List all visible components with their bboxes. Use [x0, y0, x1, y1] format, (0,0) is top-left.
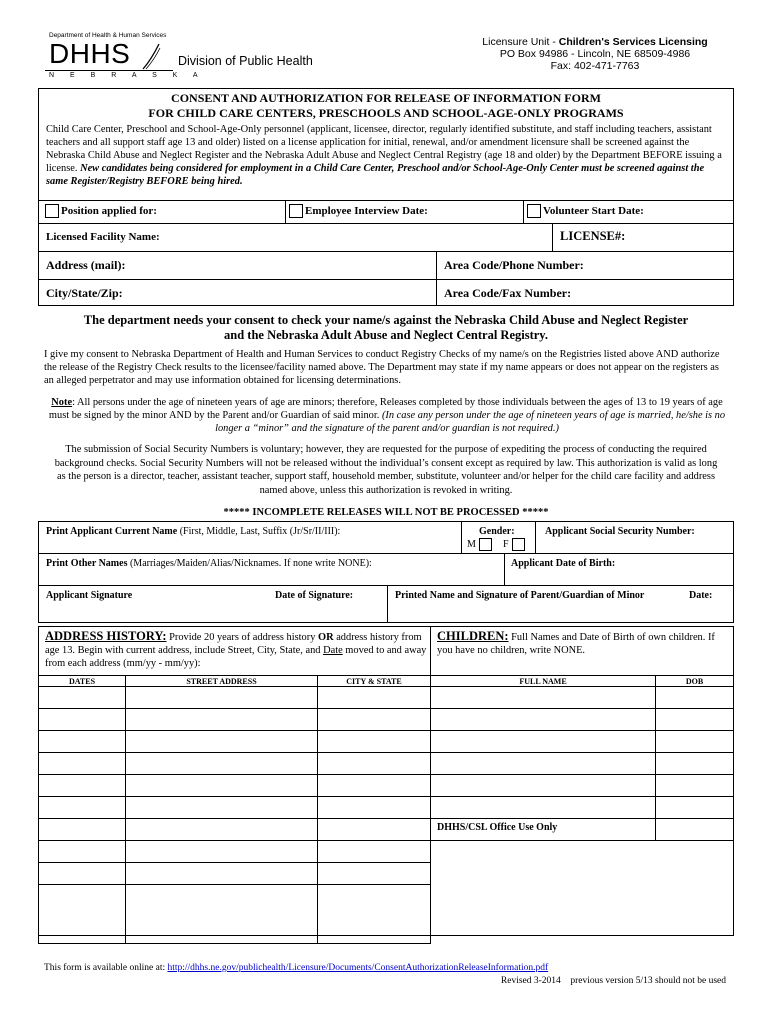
child-name-cell[interactable]	[431, 687, 656, 709]
city-cell[interactable]	[318, 687, 431, 709]
divider	[285, 201, 286, 223]
phone-label[interactable]: Area Code/Phone Number:	[444, 258, 584, 272]
date-cell[interactable]	[39, 775, 126, 797]
history-intro	[45, 630, 430, 670]
address-header-row	[39, 676, 431, 687]
row-position	[39, 201, 733, 224]
form-title-line1: CONSENT AND AUTHORIZATION FOR RELEASE OF INFORMATION FORM	[171, 91, 601, 105]
gender-f-checkbox[interactable]	[512, 538, 525, 551]
table-row	[431, 775, 734, 797]
children-title: CHILDREN:	[437, 629, 509, 643]
footer-online	[44, 963, 548, 973]
city-cell[interactable]	[318, 709, 431, 731]
date-cell[interactable]	[39, 709, 126, 731]
unit-prefix: Licensure Unit -	[482, 36, 559, 48]
volunteer-checkbox[interactable]	[527, 204, 541, 218]
unit-fax: Fax: 402-471-7763	[550, 60, 640, 72]
other-names-field[interactable]	[46, 558, 372, 569]
row-city	[39, 279, 733, 305]
child-name-cell[interactable]	[431, 775, 656, 797]
table-row	[39, 731, 431, 753]
street-cell[interactable]	[126, 819, 318, 841]
consent-paragraph: I give my consent to Nebraska Department of Health and Human Services to conduct Registry Checks of my name/s on the Registries listed above AND authorize the release of the Registry Check results to the licensee/facility named above. The Department may state if my name appears or does not appear on the registers as an alleged perpetrator and may use information obtained for licensing determinations.	[44, 349, 720, 386]
child-name-cell[interactable]	[431, 797, 656, 819]
child-dob-cell[interactable]	[656, 753, 734, 775]
table-row	[431, 709, 734, 731]
unit-name: Children's Services Licensing	[558, 36, 708, 48]
city-cell[interactable]	[318, 797, 431, 819]
facility-label[interactable]: Licensed Facility Name:	[46, 231, 160, 243]
divider	[461, 522, 462, 553]
divider	[552, 223, 553, 251]
history-text-b: address history from age 13. Begin with current address, include Street, City, State, and	[45, 632, 422, 656]
other-names-hint: (Marriages/Maiden/Alias/Nicknames. If none write NONE):	[127, 558, 372, 569]
table-row	[39, 753, 431, 775]
city-label[interactable]: City/State/Zip:	[46, 286, 123, 300]
employment-fields	[38, 200, 734, 306]
intro-box	[38, 88, 734, 201]
city-cell[interactable]	[318, 731, 431, 753]
col-street: STREET ADDRESS	[126, 676, 318, 687]
parent-date-label[interactable]: Date:	[689, 590, 713, 601]
logo-dept-text: Department of Health & Human Services	[49, 32, 167, 39]
history-title: ADDRESS HISTORY:	[45, 629, 167, 643]
history-text-date: Date	[323, 645, 343, 656]
child-name-cell[interactable]	[431, 731, 656, 753]
row-facility	[39, 223, 733, 252]
street-cell[interactable]	[126, 841, 318, 863]
row-address	[39, 251, 733, 280]
street-cell[interactable]	[126, 863, 318, 885]
table-row	[431, 797, 734, 819]
children-text: Full Names and Date of Birth of own children. If you have no children, write NONE.	[437, 632, 715, 656]
intro-emphasis: New candidates being considered for employment in a Child Care Center, Preschool and/or School-Age-Only Center must be screened against the same Register/Registry BEFORE being hired.	[46, 163, 705, 187]
applicant-box	[38, 521, 734, 623]
street-cell[interactable]	[126, 731, 318, 753]
table-row	[39, 819, 431, 841]
print-name-label: Print Applicant Current Name	[46, 526, 178, 537]
city-cell[interactable]	[318, 841, 431, 863]
child-name-cell[interactable]	[431, 709, 656, 731]
footer-revised: Revised 3-2014	[500, 976, 561, 986]
children-intro	[437, 630, 727, 657]
child-dob-cell[interactable]	[656, 797, 734, 819]
child-dob-cell[interactable]	[656, 687, 734, 709]
consent-heading	[38, 313, 734, 343]
col-dates: DATES	[39, 676, 126, 687]
table-row	[39, 885, 431, 944]
col-full-name: FULL NAME	[431, 676, 656, 687]
city-cell[interactable]	[318, 819, 431, 841]
date-cell[interactable]	[39, 885, 126, 944]
divider	[436, 279, 437, 305]
gender-m-checkbox[interactable]	[479, 538, 492, 551]
license-label[interactable]: LICENSE#:	[560, 229, 626, 243]
volunteer-label: Volunteer Start Date:	[543, 205, 644, 217]
unit-info	[470, 36, 720, 72]
col-dob: DOB	[656, 676, 734, 687]
intro-text: Child Care Center, Preschool and School-Age-Only personnel (applicant, licensee, director, regularly identified substitute, and staff including teachers, assistant teachers and all support staff age 13 and older) listed on a license application for initial, renewal, and/or amendment licensure shall be screened against the Nebraska Child Abuse and Neglect Register and the Nebraska Adult Abuse and Neglect Central Registry (age 18 and older) by the Department BEFORE issuing a license.	[46, 124, 722, 174]
divider	[436, 251, 437, 279]
fax-label[interactable]: Area Code/Fax Number:	[444, 286, 572, 300]
logo-state-text: N E B R A S K A	[49, 72, 205, 79]
table-row	[39, 775, 431, 797]
street-cell[interactable]	[126, 687, 318, 709]
logo-main-text: DHHS	[49, 38, 131, 69]
table-row	[431, 731, 734, 753]
date-cell[interactable]	[39, 863, 126, 885]
divider	[535, 522, 536, 553]
row-other-names	[39, 553, 733, 586]
note-text: : All persons under the age of nineteen years of age are minors; therefore, Releases completed by those individuals between the ages of 13 to 19 years of age must be signed by the minor AND by the Parent and/or Guardian of said minor.	[48, 397, 723, 421]
date-cell[interactable]	[39, 687, 126, 709]
position-checkbox[interactable]	[45, 204, 59, 218]
history-text-c: moved to and away from each address (mm/yy - mm/yy):	[45, 645, 427, 669]
interview-checkbox[interactable]	[289, 204, 303, 218]
city-cell[interactable]	[318, 775, 431, 797]
unit-address: PO Box 94986 - Lincoln, NE 68509-4986	[499, 48, 691, 60]
logo-divider	[45, 70, 173, 71]
print-name-field[interactable]	[46, 526, 340, 537]
table-row	[431, 687, 734, 709]
children-header-row	[431, 676, 734, 687]
address-label[interactable]: Address (mail):	[46, 258, 126, 272]
divider	[430, 627, 431, 677]
table-row	[39, 863, 431, 885]
date-cell[interactable]	[39, 841, 126, 863]
col-city: CITY & STATE	[318, 676, 431, 687]
other-names-label: Print Other Names	[46, 558, 128, 569]
print-name-hint: (First, Middle, Last, Suffix (Jr/Sr/II/III):	[177, 526, 341, 537]
date-cell[interactable]	[39, 731, 126, 753]
child-name-cell[interactable]	[431, 753, 656, 775]
office-use-label: DHHS/CSL Office Use Only	[437, 822, 558, 833]
signature-label[interactable]: Applicant Signature	[46, 590, 133, 601]
logo-swoosh-icon	[141, 42, 161, 70]
city-cell[interactable]	[318, 863, 431, 885]
city-cell[interactable]	[318, 753, 431, 775]
position-label: Position applied for:	[61, 205, 157, 217]
table-row	[39, 687, 431, 709]
date-cell[interactable]	[39, 819, 126, 841]
division-name: Division of Public Health	[178, 54, 313, 68]
child-dob-cell[interactable]	[656, 819, 734, 841]
gender-label: Gender:	[479, 526, 515, 537]
street-cell[interactable]	[126, 775, 318, 797]
history-text-or: OR	[318, 632, 334, 643]
history-box	[38, 626, 734, 936]
table-row	[39, 841, 431, 863]
table-row	[431, 753, 734, 775]
intro-paragraph	[39, 121, 733, 188]
child-dob-cell[interactable]	[656, 775, 734, 797]
gender-f-label: F	[503, 539, 509, 550]
children-table	[430, 675, 734, 841]
consent-heading-1: The department needs your consent to check your name/s against the Nebraska Child Abuse and Neglect Register	[83, 313, 689, 327]
footer-revision	[470, 976, 726, 986]
child-dob-cell[interactable]	[656, 731, 734, 753]
form-title-line2: FOR CHILD CARE CENTERS, PRESCHOOLS AND SCHOOL-AGE-ONLY PROGRAMS	[148, 106, 624, 120]
date-cell[interactable]	[39, 797, 126, 819]
ssn-label[interactable]: Applicant Social Security Number:	[545, 526, 695, 537]
table-row	[39, 797, 431, 819]
street-cell[interactable]	[126, 885, 318, 944]
history-text-a: Provide 20 years of address history	[166, 632, 318, 643]
note-paragraph	[44, 396, 730, 435]
sig-date-label[interactable]: Date of Signature:	[275, 590, 354, 601]
parent-label[interactable]: Printed Name and Signature of Parent/Guardian of Minor	[395, 590, 645, 601]
ssn-paragraph: The submission of Social Security Numbers is voluntary; however, they are requested for the purpose of expediting the process of conducting the required background checks. Social Security Numbers will not be released without the individual’s consent except as required by law. This authorization is valid as long as the person is a director, teacher, assistant teacher, support staff, household member, substitute, volunteer and/or helper for the child care facility and address named above, unless this authorization is revoked in writing.	[54, 444, 718, 496]
row-signature	[39, 585, 733, 622]
city-cell[interactable]	[318, 885, 431, 944]
dhhs-logo	[45, 32, 205, 82]
street-cell[interactable]	[126, 797, 318, 819]
footer-prefix: This form is available online at:	[44, 963, 168, 973]
date-cell[interactable]	[39, 753, 126, 775]
footer-previous: previous version 5/13 should not be used	[570, 976, 726, 986]
table-row	[39, 709, 431, 731]
street-cell[interactable]	[126, 753, 318, 775]
divider	[387, 585, 388, 622]
row-applicant-name	[39, 522, 733, 554]
note-italic: (In case any person under the age of nineteen years of age is married, he/she is no longer a “minor” and the signature of the parent and/or guardian is not required.)	[215, 410, 726, 434]
footer-url-link[interactable]: http://dhhs.ne.gov/publichealth/Licensure/Documents/ConsentAuthorizationReleaseInformation.pdf	[167, 963, 549, 973]
street-cell[interactable]	[126, 709, 318, 731]
address-history-table	[38, 675, 431, 944]
interview-label: Employee Interview Date:	[305, 205, 428, 217]
divider	[504, 553, 505, 585]
gender-m-label: M	[467, 539, 476, 550]
divider	[523, 201, 524, 223]
note-label: Note	[51, 397, 73, 408]
incomplete-warning: ***** INCOMPLETE RELEASES WILL NOT BE PROCESSED *****	[223, 507, 549, 518]
dob-label[interactable]: Applicant Date of Birth:	[511, 558, 616, 569]
child-dob-cell[interactable]	[656, 709, 734, 731]
consent-heading-2: and the Nebraska Adult Abuse and Neglect Central Registry.	[224, 328, 548, 342]
